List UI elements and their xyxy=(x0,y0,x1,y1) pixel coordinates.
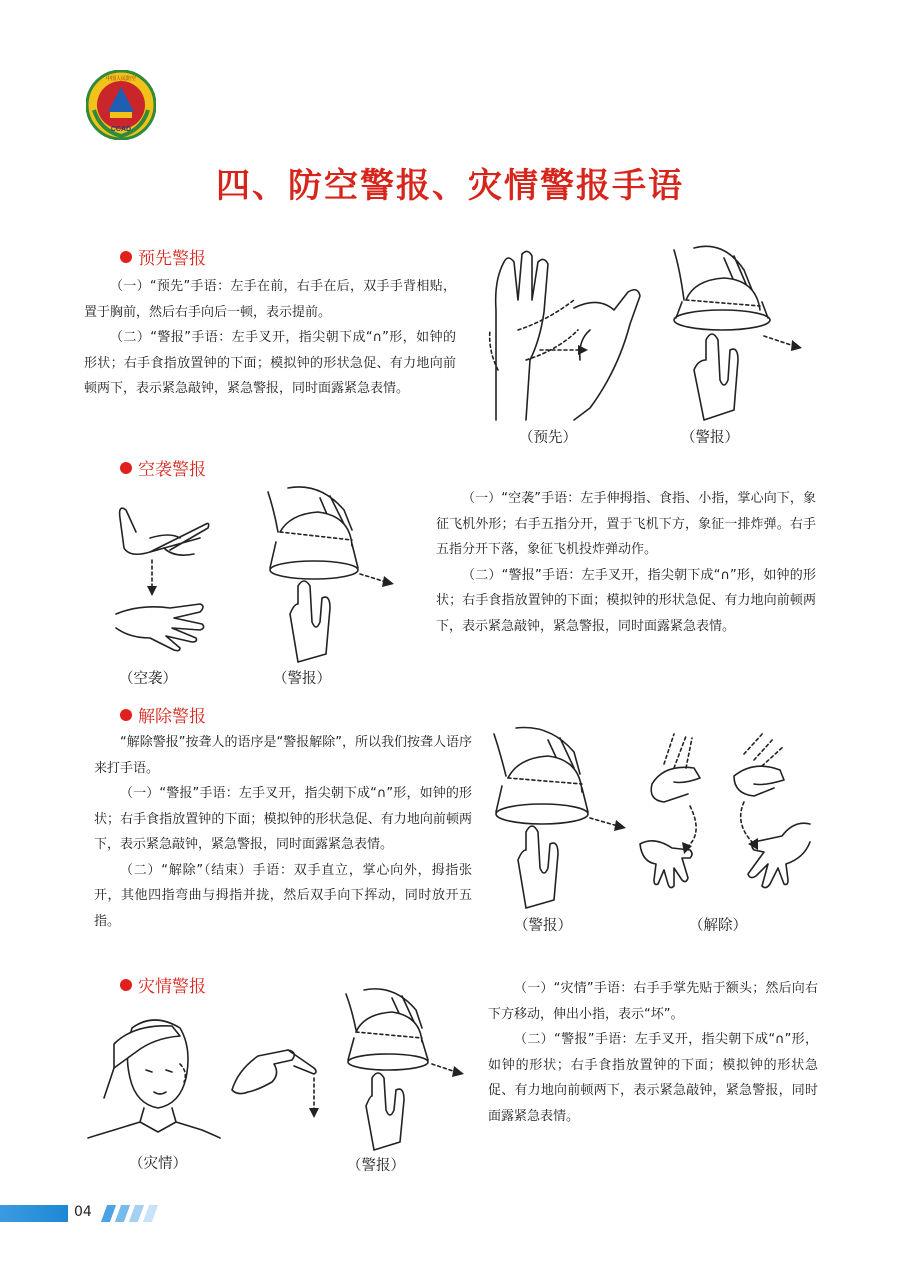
caption-alert: （警报） xyxy=(273,671,331,687)
section-heading-disaster-alert: 灾情警报 xyxy=(120,972,206,997)
caption-disaster: （灾情） xyxy=(129,1156,187,1172)
caption-alert: （警报） xyxy=(347,1158,405,1174)
footer-bar xyxy=(0,1205,68,1222)
sign-disaster-hand-illustration xyxy=(228,1030,328,1130)
bullet-dot-icon xyxy=(120,709,132,721)
sign-alert-illustration xyxy=(664,240,814,430)
bullet-dot-icon xyxy=(120,462,132,474)
paragraph: （二）“警报”手语：左手叉开，指尖朝下成“∩”形，如钟的形状；右手食指放置钟的下面；模拟钟的形状急促、有力地向前顿两下，表示紧急敲钟，紧急警报，同时面露紧急表情。 xyxy=(488,1032,818,1124)
bullet-dot-icon xyxy=(120,251,132,263)
section-text-disaster-alert xyxy=(488,976,818,1129)
paragraph: （一）“灾情”手语：右手手掌先贴于额头；然后向右下方移动，伸出小指，表示“坏”。 xyxy=(488,981,818,1022)
caption-advance: （预先） xyxy=(519,430,577,446)
caption-alert: （警报） xyxy=(681,430,739,446)
sign-alert-illustration xyxy=(342,984,472,1154)
paragraph: （二）“解除”（结束）手语：双手直立，掌心向外，拇指张开，其他四指弯曲与拇指并拢，然后双手向下挥动，同时放开五指。 xyxy=(94,862,472,929)
footer-stripe xyxy=(101,1205,116,1222)
page-title: 四、防空警报、灾情警报手语 xyxy=(216,166,684,206)
footer-stripe xyxy=(115,1205,130,1222)
paragraph: （二）“警报”手语：左手叉开，指尖朝下成“∩”形，如钟的形状；右手食指放置钟的下面；模拟钟的形状急促、有力地向前顿两下，表示紧急敲钟，紧急警报，同时面露紧急表情。 xyxy=(436,567,816,634)
section-text-air-raid-alert xyxy=(436,486,816,639)
bullet-dot-icon xyxy=(120,979,132,991)
caption-alert: （警报） xyxy=(514,918,572,934)
paragraph: （二）“警报”手语：左手叉开，指尖朝下成“∩”形，如钟的形状；右手食指放置钟的下面；模拟钟的形状急促、有力地向前顿两下，表示紧急敲钟，紧急警报，同时面露紧急表情。 xyxy=(84,330,456,396)
sign-disaster-face-illustration xyxy=(84,1008,224,1138)
footer-stripe xyxy=(143,1205,158,1222)
page-number: 04 xyxy=(74,1204,92,1220)
section-heading-air-raid-alert: 空袭警报 xyxy=(120,455,206,480)
paragraph: （一）“预先”手语：左手在前，右手在后，双手手背相贴，置于胸前，然后右手向后一顿，表示提前。 xyxy=(84,279,456,320)
sign-advance-illustration xyxy=(478,240,648,430)
sign-alert-illustration xyxy=(264,482,404,662)
svg-text:中国人民防空: 中国人民防空 xyxy=(105,76,137,82)
section-text-all-clear xyxy=(94,730,472,934)
sign-air-raid-illustration xyxy=(110,488,220,663)
footer-stripe xyxy=(129,1205,144,1222)
caption-all-clear: （解除） xyxy=(689,918,747,934)
section-text-advance-alert xyxy=(84,274,456,402)
paragraph: “解除警报”按聋人的语序是“警报解除”，所以我们按聋人语序来打手语。 xyxy=(94,735,472,776)
svg-text:CCAD: CCAD xyxy=(110,126,132,133)
paragraph: （一）“空袭”手语：左手伸拇指、食指、小指，掌心向下，象征飞机外形；右手五指分开，置于飞机下方，象征一排炸弹。右手五指分开下落，象征飞机投炸弹动作。 xyxy=(436,491,816,557)
section-heading-all-clear: 解除警报 xyxy=(120,702,206,727)
sign-all-clear-illustration xyxy=(634,724,814,904)
sign-alert-illustration xyxy=(490,722,640,912)
ccad-logo xyxy=(86,70,156,140)
caption-air-raid: （空袭） xyxy=(119,671,177,687)
paragraph: （一）“警报”手语：左手叉开，指尖朝下成“∩”形，如钟的形状；右手食指放置钟的下面；模拟钟的形状急促、有力地向前顿两下，表示紧急敲钟，紧急警报，同时面露紧急表情。 xyxy=(94,786,472,852)
section-heading-advance-alert: 预先警报 xyxy=(120,244,206,269)
